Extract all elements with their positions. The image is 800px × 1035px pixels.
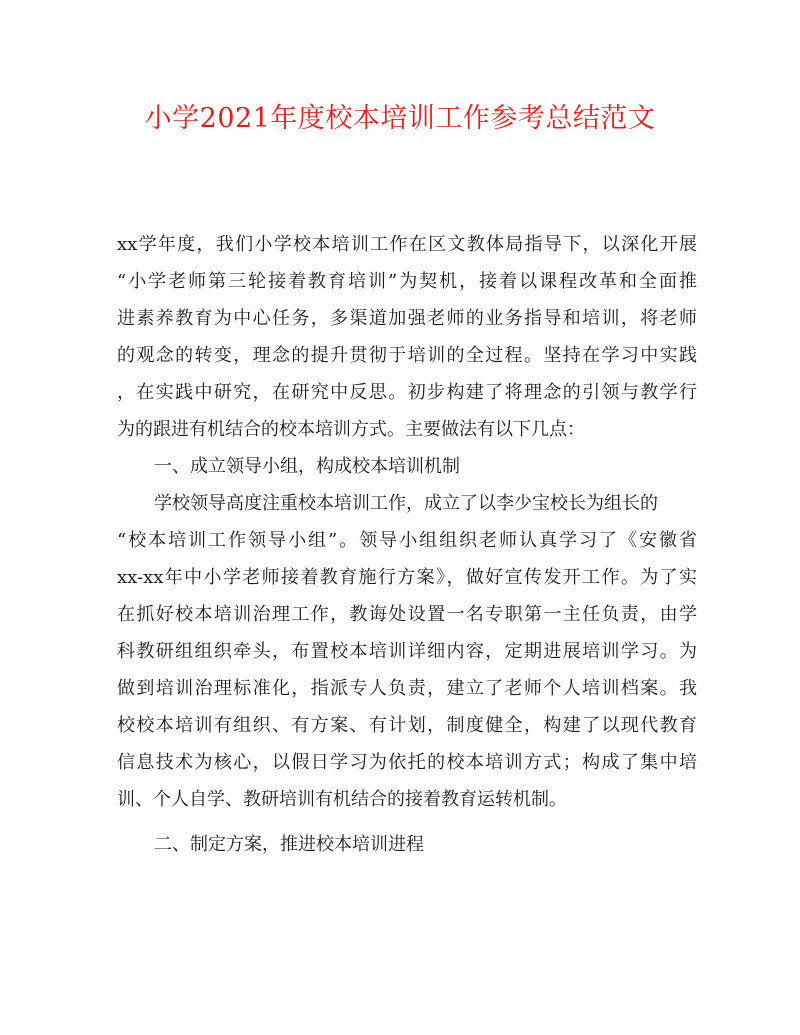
text-line: ，在实践中研究，在研究中反思。初步构建了将理念的引领与教学行: [117, 382, 697, 403]
text-line: xx学年度，我们小学校本培训工作在区文教体局指导下，以深化开展: [117, 234, 697, 255]
text-line: 进素养教育为中心任务，多渠道加强老师的业务指导和培训，将老师: [117, 308, 697, 329]
text-line: “校本培训工作领导小组”。领导小组组织老师认真学习了《安徽省: [117, 530, 697, 551]
text-line: 在抓好校本培训治理工作，教诲处设置一名专职第一主任负责，由学: [117, 604, 697, 625]
document-body: [117, 226, 697, 863]
text-line: 科教研组组织牵头，布置校本培训详细内容，定期进展培训学习。为: [117, 641, 697, 662]
paragraph-section-1: [117, 485, 697, 818]
text-line: 训、个人自学、教研培训有机结合的接着教育运转机制。: [117, 789, 567, 810]
text-line: 为的跟进有机结合的校本培训方式。主要做法有以下几点：: [117, 419, 585, 440]
text-line: 校校本培训有组织、有方案、有计划，制度健全，构建了以现代教育: [117, 715, 697, 736]
text-line: 的观念的转变，理念的提升贯彻于培训的全过程。坚持在学习中实践: [117, 345, 697, 366]
document-title: 小学2021年度校本培训工作参考总结范文: [144, 103, 656, 134]
text-line: 做到培训治理标准化，指派专人负责，建立了老师个人培训档案。我: [117, 678, 697, 699]
text-line: xx-xx年中小学老师接着教育施行方案》，做好宣传发开工作。为了实: [117, 567, 697, 588]
text-line: “小学老师第三轮接着教育培训”为契机，接着以课程改革和全面推: [117, 271, 697, 292]
text-line: 信息技术为核心，以假日学习为依托的校本培训方式；构成了集中培: [117, 752, 697, 773]
text-line: 学校领导高度注重校本培训工作，成立了以李少宝校长为组长的: [154, 493, 658, 514]
section-heading-1: 一、成立领导小组，构成校本培训机制: [154, 456, 460, 477]
section-heading-2: 二、制定方案，推进校本培训进程: [154, 834, 424, 855]
paragraph-intro: [117, 226, 697, 448]
